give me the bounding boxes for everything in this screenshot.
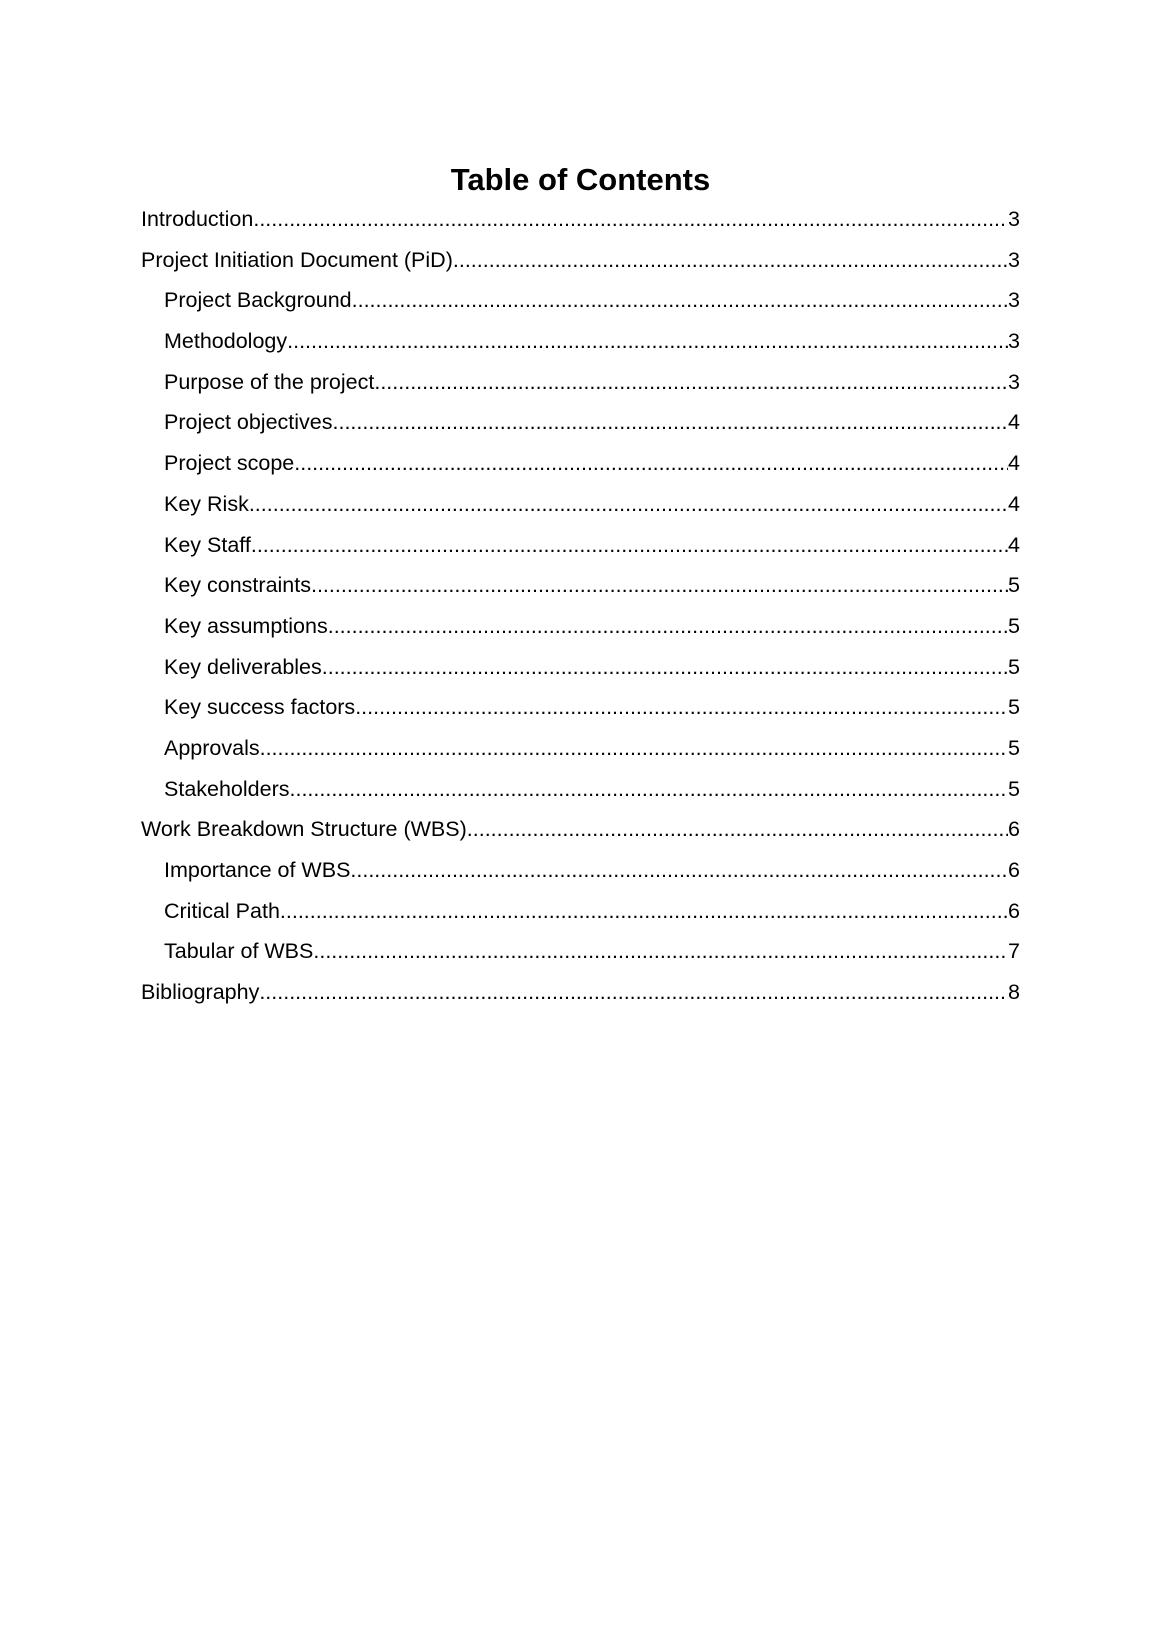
toc-entry-introduction[interactable] [141,199,1020,240]
toc-entry-project-background[interactable] [141,280,1020,321]
toc-dot-leader [467,809,1008,850]
toc-entry-label: Key Risk [164,491,249,516]
toc-page-number: 6 [1008,858,1020,882]
toc-dot-leader [313,931,1008,972]
toc-page-number: 5 [1008,695,1020,720]
toc-dot-leader [350,850,1008,891]
toc-page-number: 4 [1008,532,1020,557]
toc-dot-leader [311,565,1008,606]
toc-dot-leader [453,240,1008,281]
toc-entry-key-deliverables[interactable] [141,647,1020,688]
toc-entry-key-constraints[interactable] [141,565,1020,606]
toc-dot-leader [322,647,1008,688]
toc-dot-leader [249,484,1008,525]
toc-entry-key-assumptions[interactable] [141,606,1020,647]
toc-page-number: 4 [1008,491,1020,516]
toc-entry-project-scope[interactable] [141,443,1020,484]
toc-dot-leader [290,769,1009,810]
toc-dot-leader [374,362,1008,403]
toc-entry-label: Project Initiation Document (PiD) [141,247,453,272]
toc-page-number: 5 [1008,735,1020,760]
toc-entry-stakeholders[interactable] [141,769,1020,810]
toc-entry-key-success-factors[interactable] [141,687,1020,728]
toc-dot-leader [251,525,1008,566]
toc-dot-leader [333,402,1009,443]
toc-dot-leader [259,972,1008,1013]
toc-entry-bibliography[interactable] [141,972,1020,1013]
toc-entry-project-objectives[interactable] [141,402,1020,443]
toc-dot-leader [287,321,1008,362]
toc-entry-label: Key Staff [164,532,251,557]
toc-entry-label: Introduction [141,207,254,231]
toc-entry-label: Work Breakdown Structure (WBS) [141,817,467,842]
toc-entry-label: Project scope [164,451,295,476]
toc-dot-leader [294,443,1008,484]
toc-dot-leader [280,891,1008,932]
toc-page-number: 5 [1008,654,1020,679]
toc-entry-key-staff[interactable] [141,525,1020,566]
toc-page-number: 3 [1008,369,1020,394]
toc-page-number: 8 [1008,980,1020,1005]
toc-page-number: 6 [1008,817,1020,842]
toc-page-number: 7 [1008,939,1020,964]
toc-entry-work-breakdown-structure[interactable] [141,809,1020,850]
toc-page-number: 4 [1008,451,1020,476]
toc-entry-label: Key constraints [164,573,311,598]
toc-entry-key-risk[interactable] [141,484,1020,525]
toc-page-number: 5 [1008,613,1020,638]
toc-entry-label: Bibliography [141,980,260,1005]
toc-dot-leader [355,687,1008,728]
toc-entry-critical-path[interactable] [141,891,1020,932]
toc-entry-importance-of-wbs[interactable] [141,850,1020,891]
toc-page-number: 4 [1008,410,1020,435]
toc-entry-label: Key success factors [164,695,356,720]
toc-dot-leader [253,199,1008,240]
toc-entry-label: Key assumptions [164,613,328,638]
toc-entry-project-initiation-document[interactable] [141,240,1020,281]
toc-list [141,199,1020,1013]
toc-entry-label: Key deliverables [164,654,322,679]
toc-entry-label: Project Background [164,288,352,313]
toc-page-number: 3 [1008,329,1020,354]
toc-entry-label: Stakeholders [164,776,290,801]
toc-entry-label: Purpose of the project [164,369,375,394]
toc-dot-leader [352,280,1008,321]
toc-page-number: 3 [1008,247,1020,272]
toc-dot-leader [260,728,1008,769]
toc-entry-label: Tabular of WBS [164,939,314,964]
toc-page-number: 6 [1008,898,1020,923]
toc-entry-label: Project objectives [164,410,333,435]
toc-entry-label: Approvals [164,735,260,760]
toc-entry-approvals[interactable] [141,728,1020,769]
page-title: Table of Contents [450,162,711,197]
toc-entry-methodology[interactable] [141,321,1020,362]
toc-entry-label: Methodology [164,329,288,354]
toc-page-number: 3 [1008,288,1020,313]
toc-page-number: 5 [1008,776,1020,801]
toc-page-number: 5 [1008,573,1020,598]
toc-entry-label: Critical Path [164,898,280,923]
toc-dot-leader [328,606,1008,647]
toc-entry-tabular-of-wbs[interactable] [141,931,1020,972]
toc-entry-label: Importance of WBS [164,858,351,882]
toc-page-number: 3 [1008,207,1020,231]
toc-entry-purpose-of-the-project[interactable] [141,362,1020,403]
